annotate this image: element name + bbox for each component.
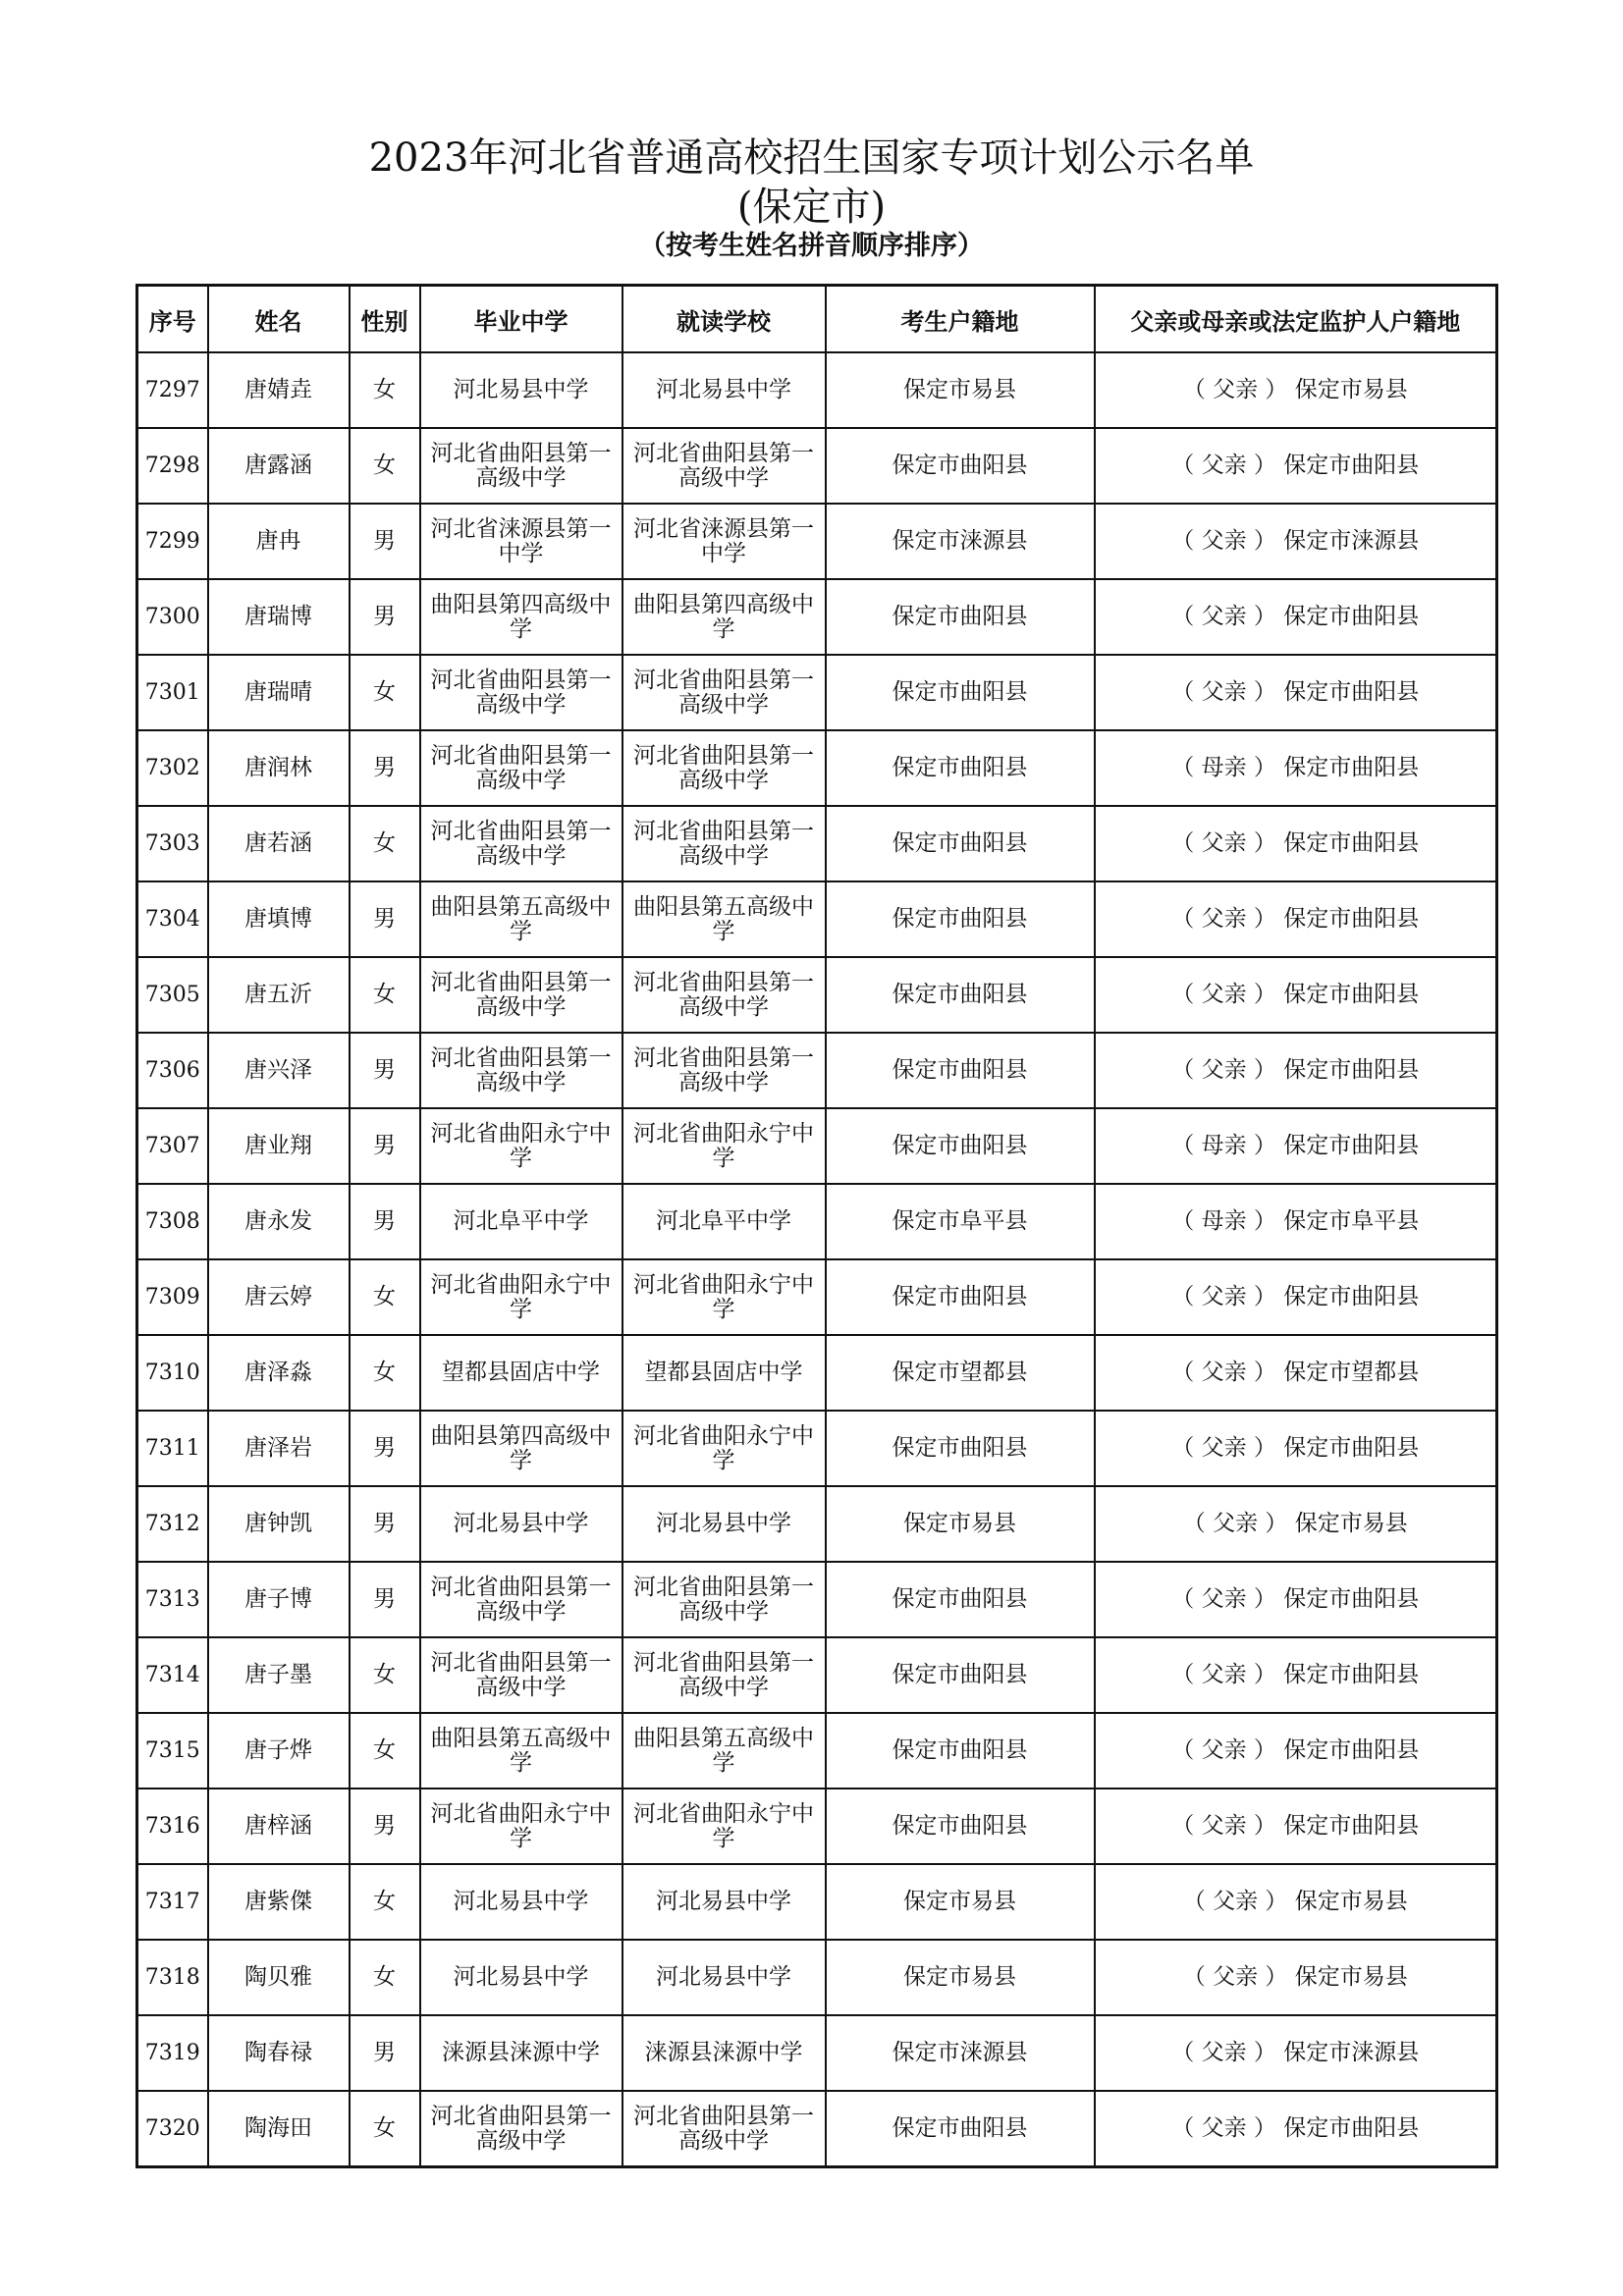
col-guardian-residence-cell: （ 母亲 ） 保定市曲阳县 (1095, 730, 1497, 806)
table-row (137, 1713, 1497, 1789)
col-gender-cell: 男 (350, 881, 420, 957)
roster-table (135, 284, 1498, 2168)
col-graduate-school-cell: 曲阳县第五高级中学 (420, 1713, 622, 1789)
col-student-residence-cell: 保定市曲阳县 (826, 806, 1095, 881)
col-index-cell: 7306 (137, 1033, 208, 1108)
col-gender-cell: 女 (350, 1637, 420, 1713)
table-row (137, 1789, 1497, 1864)
col-name-cell: 唐云婷 (208, 1259, 350, 1335)
col-gender-cell: 女 (350, 1259, 420, 1335)
col-gender-cell: 女 (350, 1940, 420, 2015)
col-name-cell: 陶贝雅 (208, 1940, 350, 2015)
col-current-school-cell: 河北省曲阳县第一高级中学 (622, 957, 826, 1033)
col-current-school-cell: 河北省曲阳县第一高级中学 (622, 1562, 826, 1637)
col-name-cell: 唐永发 (208, 1184, 350, 1259)
col-graduate-school-cell: 河北易县中学 (420, 1864, 622, 1940)
col-current-school-cell: 河北省涞源县第一中学 (622, 504, 826, 579)
table-row (137, 1108, 1497, 1184)
col-name-cell: 唐业翔 (208, 1108, 350, 1184)
col-graduate-school-cell: 河北易县中学 (420, 1486, 622, 1562)
col-guardian-residence-cell: （ 父亲 ） 保定市易县 (1095, 1486, 1497, 1562)
col-student-residence-cell: 保定市曲阳县 (826, 1562, 1095, 1637)
col-gender-header: 性别 (350, 286, 420, 353)
col-graduate-school-cell: 河北省曲阳永宁中学 (420, 1108, 622, 1184)
col-student-residence-cell: 保定市易县 (826, 1864, 1095, 1940)
col-gender-cell: 男 (350, 1033, 420, 1108)
col-graduate-school-cell: 河北省曲阳县第一高级中学 (420, 806, 622, 881)
col-graduate-school-cell: 曲阳县第五高级中学 (420, 881, 622, 957)
col-current-school-cell: 河北省曲阳县第一高级中学 (622, 428, 826, 504)
sort-note: （按考生姓名拼音顺序排序） (639, 231, 984, 261)
col-name-cell: 唐钟凯 (208, 1486, 350, 1562)
col-index-cell: 7312 (137, 1486, 208, 1562)
col-name-cell: 唐露涵 (208, 428, 350, 504)
col-name-cell: 唐泽岩 (208, 1411, 350, 1486)
col-student-residence-cell: 保定市望都县 (826, 1335, 1095, 1411)
col-name-cell: 唐填博 (208, 881, 350, 957)
table-row (137, 428, 1497, 504)
table-row (137, 1259, 1497, 1335)
col-index-cell: 7314 (137, 1637, 208, 1713)
col-guardian-residence-cell: （ 父亲 ） 保定市曲阳县 (1095, 655, 1497, 730)
col-guardian-residence-cell: （ 父亲 ） 保定市曲阳县 (1095, 2091, 1497, 2167)
col-index-cell: 7297 (137, 352, 208, 428)
col-student-residence-cell: 保定市曲阳县 (826, 579, 1095, 655)
table-row (137, 1940, 1497, 2015)
col-current-school-cell: 曲阳县第五高级中学 (622, 881, 826, 957)
page-title: 2023年河北省普通高校招生国家专项计划公示名单 (368, 135, 1255, 181)
col-gender-cell: 女 (350, 1864, 420, 1940)
table-row (137, 504, 1497, 579)
col-student-residence-cell: 保定市曲阳县 (826, 957, 1095, 1033)
col-current-school-cell: 河北省曲阳永宁中学 (622, 1411, 826, 1486)
col-index-cell: 7320 (137, 2091, 208, 2167)
col-student-residence-cell: 保定市曲阳县 (826, 655, 1095, 730)
col-guardian-residence-cell: （ 父亲 ） 保定市曲阳县 (1095, 957, 1497, 1033)
page-subtitle-city: (保定市) (736, 185, 887, 230)
col-student-residence-cell: 保定市易县 (826, 1940, 1095, 2015)
col-current-school-cell: 曲阳县第四高级中学 (622, 579, 826, 655)
col-gender-cell: 男 (350, 1108, 420, 1184)
col-current-school-cell: 河北省曲阳县第一高级中学 (622, 1033, 826, 1108)
col-index-cell: 7301 (137, 655, 208, 730)
col-index-cell: 7316 (137, 1789, 208, 1864)
col-guardian-residence-cell: （ 父亲 ） 保定市曲阳县 (1095, 1562, 1497, 1637)
col-gender-cell: 女 (350, 806, 420, 881)
col-student-residence-header: 考生户籍地 (826, 286, 1095, 353)
col-gender-cell: 男 (350, 1486, 420, 1562)
col-current-school-cell: 河北省曲阳县第一高级中学 (622, 2091, 826, 2167)
col-guardian-residence-cell: （ 父亲 ） 保定市曲阳县 (1095, 806, 1497, 881)
col-student-residence-cell: 保定市曲阳县 (826, 1789, 1095, 1864)
col-index-cell: 7305 (137, 957, 208, 1033)
col-gender-cell: 男 (350, 1562, 420, 1637)
col-graduate-school-cell: 望都县固店中学 (420, 1335, 622, 1411)
col-graduate-school-cell: 河北省曲阳永宁中学 (420, 1259, 622, 1335)
col-index-header: 序号 (137, 286, 208, 353)
col-student-residence-cell: 保定市曲阳县 (826, 428, 1095, 504)
col-index-cell: 7308 (137, 1184, 208, 1259)
col-current-school-cell: 河北省曲阳永宁中学 (622, 1259, 826, 1335)
col-graduate-school-cell: 河北省曲阳县第一高级中学 (420, 1637, 622, 1713)
col-name-cell: 唐婧垚 (208, 352, 350, 428)
col-student-residence-cell: 保定市易县 (826, 352, 1095, 428)
col-graduate-school-header: 毕业中学 (420, 286, 622, 353)
col-student-residence-cell: 保定市易县 (826, 1486, 1095, 1562)
col-name-cell: 唐梓涵 (208, 1789, 350, 1864)
col-current-school-cell: 河北阜平中学 (622, 1184, 826, 1259)
col-gender-cell: 男 (350, 730, 420, 806)
table-body (137, 352, 1497, 2167)
col-name-cell: 唐紫傑 (208, 1864, 350, 1940)
col-name-cell: 唐润林 (208, 730, 350, 806)
col-guardian-residence-header: 父亲或母亲或法定监护人户籍地 (1095, 286, 1497, 353)
col-student-residence-cell: 保定市曲阳县 (826, 881, 1095, 957)
col-graduate-school-cell: 曲阳县第四高级中学 (420, 1411, 622, 1486)
col-guardian-residence-cell: （ 父亲 ） 保定市曲阳县 (1095, 1713, 1497, 1789)
table-row (137, 1335, 1497, 1411)
col-gender-cell: 女 (350, 428, 420, 504)
col-name-cell: 唐子烨 (208, 1713, 350, 1789)
col-index-cell: 7310 (137, 1335, 208, 1411)
col-index-cell: 7299 (137, 504, 208, 579)
table-row (137, 1486, 1497, 1562)
col-name-cell: 唐瑞晴 (208, 655, 350, 730)
col-graduate-school-cell: 涞源县涞源中学 (420, 2015, 622, 2091)
table-row (137, 352, 1497, 428)
col-current-school-header: 就读学校 (622, 286, 826, 353)
table-row (137, 1562, 1497, 1637)
col-graduate-school-cell: 河北省曲阳县第一高级中学 (420, 1033, 622, 1108)
col-guardian-residence-cell: （ 父亲 ） 保定市涞源县 (1095, 504, 1497, 579)
col-graduate-school-cell: 河北易县中学 (420, 1940, 622, 2015)
table-row (137, 2015, 1497, 2091)
col-current-school-cell: 河北省曲阳县第一高级中学 (622, 655, 826, 730)
col-index-cell: 7317 (137, 1864, 208, 1940)
col-gender-cell: 女 (350, 655, 420, 730)
col-graduate-school-cell: 河北省涞源县第一中学 (420, 504, 622, 579)
col-name-cell: 陶春禄 (208, 2015, 350, 2091)
col-guardian-residence-cell: （ 父亲 ） 保定市曲阳县 (1095, 881, 1497, 957)
col-name-cell: 唐子墨 (208, 1637, 350, 1713)
table-row (137, 806, 1497, 881)
col-graduate-school-cell: 河北省曲阳县第一高级中学 (420, 2091, 622, 2167)
col-guardian-residence-cell: （ 父亲 ） 保定市曲阳县 (1095, 428, 1497, 504)
col-index-cell: 7318 (137, 1940, 208, 2015)
table-row (137, 1033, 1497, 1108)
col-gender-cell: 女 (350, 1335, 420, 1411)
table-row (137, 1864, 1497, 1940)
col-guardian-residence-cell: （ 父亲 ） 保定市曲阳县 (1095, 1637, 1497, 1713)
table-row (137, 730, 1497, 806)
table-row (137, 957, 1497, 1033)
col-guardian-residence-cell: （ 父亲 ） 保定市曲阳县 (1095, 1259, 1497, 1335)
col-name-cell: 唐子博 (208, 1562, 350, 1637)
col-current-school-cell: 河北易县中学 (622, 1940, 826, 2015)
col-index-cell: 7319 (137, 2015, 208, 2091)
col-student-residence-cell: 保定市曲阳县 (826, 2091, 1095, 2167)
col-name-cell: 唐冉 (208, 504, 350, 579)
col-current-school-cell: 河北省曲阳永宁中学 (622, 1108, 826, 1184)
col-gender-cell: 男 (350, 2015, 420, 2091)
col-current-school-cell: 河北易县中学 (622, 352, 826, 428)
col-index-cell: 7313 (137, 1562, 208, 1637)
col-graduate-school-cell: 河北易县中学 (420, 352, 622, 428)
col-name-header: 姓名 (208, 286, 350, 353)
table-row (137, 579, 1497, 655)
table-row (137, 1184, 1497, 1259)
col-current-school-cell: 河北易县中学 (622, 1864, 826, 1940)
col-graduate-school-cell: 河北省曲阳县第一高级中学 (420, 428, 622, 504)
col-name-cell: 唐泽淼 (208, 1335, 350, 1411)
col-guardian-residence-cell: （ 父亲 ） 保定市易县 (1095, 1940, 1497, 2015)
table-row (137, 1411, 1497, 1486)
col-gender-cell: 男 (350, 579, 420, 655)
col-student-residence-cell: 保定市曲阳县 (826, 1033, 1095, 1108)
col-current-school-cell: 河北省曲阳县第一高级中学 (622, 730, 826, 806)
col-current-school-cell: 河北省曲阳县第一高级中学 (622, 806, 826, 881)
col-index-cell: 7298 (137, 428, 208, 504)
col-gender-cell: 女 (350, 352, 420, 428)
col-index-cell: 7307 (137, 1108, 208, 1184)
col-graduate-school-cell: 河北省曲阳县第一高级中学 (420, 1562, 622, 1637)
col-name-cell: 唐五沂 (208, 957, 350, 1033)
col-index-cell: 7302 (137, 730, 208, 806)
col-guardian-residence-cell: （ 父亲 ） 保定市曲阳县 (1095, 1789, 1497, 1864)
col-gender-cell: 男 (350, 1411, 420, 1486)
col-index-cell: 7309 (137, 1259, 208, 1335)
table-row (137, 2091, 1497, 2167)
col-name-cell: 唐瑞博 (208, 579, 350, 655)
col-guardian-residence-cell: （ 父亲 ） 保定市曲阳县 (1095, 1411, 1497, 1486)
col-graduate-school-cell: 河北省曲阳永宁中学 (420, 1789, 622, 1864)
header-row (137, 286, 1497, 353)
col-graduate-school-cell: 河北省曲阳县第一高级中学 (420, 730, 622, 806)
col-student-residence-cell: 保定市曲阳县 (826, 1108, 1095, 1184)
col-index-cell: 7303 (137, 806, 208, 881)
col-graduate-school-cell: 河北省曲阳县第一高级中学 (420, 957, 622, 1033)
col-current-school-cell: 河北省曲阳县第一高级中学 (622, 1637, 826, 1713)
col-guardian-residence-cell: （ 父亲 ） 保定市易县 (1095, 352, 1497, 428)
col-student-residence-cell: 保定市曲阳县 (826, 1637, 1095, 1713)
col-gender-cell: 女 (350, 1713, 420, 1789)
col-current-school-cell: 河北省曲阳永宁中学 (622, 1789, 826, 1864)
table-row (137, 655, 1497, 730)
col-guardian-residence-cell: （ 父亲 ） 保定市曲阳县 (1095, 1033, 1497, 1108)
col-guardian-residence-cell: （ 母亲 ） 保定市曲阳县 (1095, 1108, 1497, 1184)
col-name-cell: 唐兴泽 (208, 1033, 350, 1108)
col-student-residence-cell: 保定市曲阳县 (826, 730, 1095, 806)
col-student-residence-cell: 保定市涞源县 (826, 504, 1095, 579)
col-name-cell: 唐若涵 (208, 806, 350, 881)
col-gender-cell: 男 (350, 1184, 420, 1259)
col-graduate-school-cell: 河北阜平中学 (420, 1184, 622, 1259)
col-gender-cell: 男 (350, 504, 420, 579)
col-student-residence-cell: 保定市阜平县 (826, 1184, 1095, 1259)
col-student-residence-cell: 保定市曲阳县 (826, 1259, 1095, 1335)
col-gender-cell: 男 (350, 1789, 420, 1864)
col-current-school-cell: 望都县固店中学 (622, 1335, 826, 1411)
col-index-cell: 7311 (137, 1411, 208, 1486)
col-student-residence-cell: 保定市曲阳县 (826, 1713, 1095, 1789)
col-guardian-residence-cell: （ 父亲 ） 保定市曲阳县 (1095, 579, 1497, 655)
col-guardian-residence-cell: （ 母亲 ） 保定市阜平县 (1095, 1184, 1497, 1259)
table-row (137, 1637, 1497, 1713)
col-current-school-cell: 曲阳县第五高级中学 (622, 1713, 826, 1789)
col-index-cell: 7304 (137, 881, 208, 957)
col-current-school-cell: 涞源县涞源中学 (622, 2015, 826, 2091)
col-student-residence-cell: 保定市涞源县 (826, 2015, 1095, 2091)
col-guardian-residence-cell: （ 父亲 ） 保定市望都县 (1095, 1335, 1497, 1411)
col-student-residence-cell: 保定市曲阳县 (826, 1411, 1095, 1486)
col-graduate-school-cell: 河北省曲阳县第一高级中学 (420, 655, 622, 730)
col-graduate-school-cell: 曲阳县第四高级中学 (420, 579, 622, 655)
col-gender-cell: 女 (350, 2091, 420, 2167)
col-current-school-cell: 河北易县中学 (622, 1486, 826, 1562)
col-index-cell: 7315 (137, 1713, 208, 1789)
col-guardian-residence-cell: （ 父亲 ） 保定市涞源县 (1095, 2015, 1497, 2091)
table-row (137, 881, 1497, 957)
col-guardian-residence-cell: （ 父亲 ） 保定市易县 (1095, 1864, 1497, 1940)
col-gender-cell: 女 (350, 957, 420, 1033)
col-index-cell: 7300 (137, 579, 208, 655)
col-name-cell: 陶海田 (208, 2091, 350, 2167)
